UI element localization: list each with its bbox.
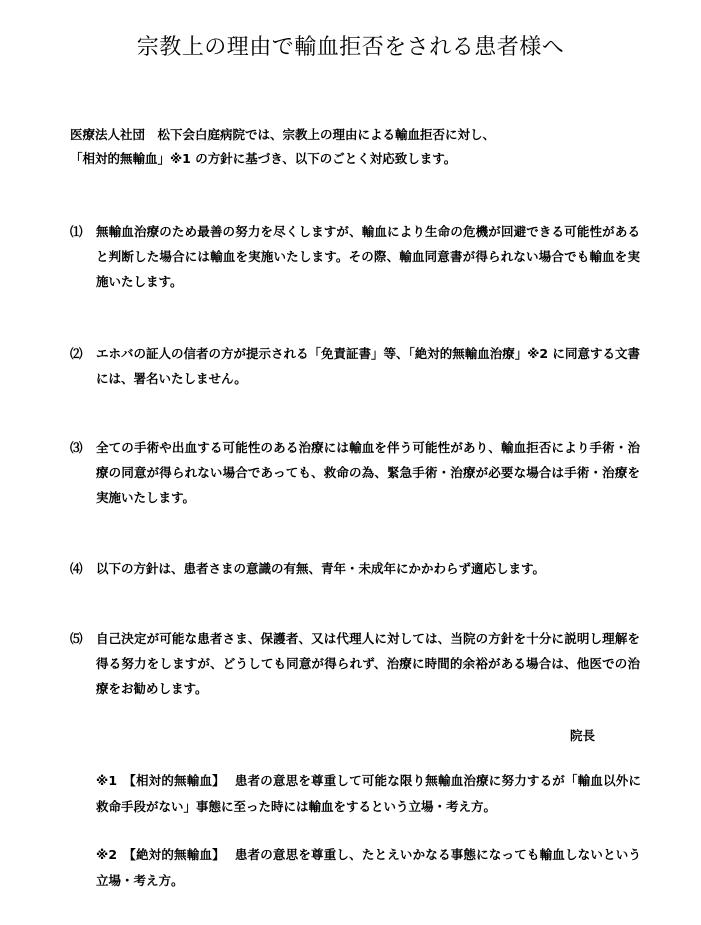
policy-item-number: ⑴ [70,224,83,239]
policy-item-text: 無輸血治療のため最善の努力を尽くしますが、輸血により生命の危機が回避できる可能性があると判断した場合には輸血を実施いたします。その際、輸血同意書が得られない場合でも輸血を実施いたします。 [96,224,640,289]
footnote-text: 患者の意思を尊重し、たとえいかなる事態になっても輸血しないという立場・考え方。 [96,847,641,888]
policy-item-text: エホバの証人の信者の方が提示される「免責証書」等、「絶対的無輸血治療」※2 に同意する文書には、署名いたしません。 [96,346,640,386]
footnote-1 [96,768,641,820]
policy-item-number: ⑸ [70,631,83,646]
policy-item-5 [70,626,640,701]
policy-item-number: ⑶ [70,440,83,455]
policy-item-text: 以下の方針は、患者さまの意識の有無、青年・未成年にかかわらず適応します。 [96,561,546,576]
policy-item-4 [70,556,640,581]
policy-item-2 [70,341,640,391]
policy-item-text: 自己決定が可能な患者さま、保護者、又は代理人に対しては、当院の方針を十分に説明し理解を得る努力をしますが、どうしても同意が得られず、治療に時間的余裕がある場合は、他医での治療をお勧めします。 [96,631,640,696]
page-title: 宗教上の理由で輸血拒否をされる患者様へ [136,35,565,60]
footnote-2 [96,842,641,894]
intro-line-1: 医療法人社団 松下会白庭病院では、宗教上の理由による輸血拒否に対し、 [70,127,496,142]
footnote-text: 患者の意思を尊重して可能な限り無輸血治療に努力するが「輸血以外に救命手段がない」事態に至った時には輸血をするという立場・考え方。 [96,773,641,814]
intro-paragraph [70,123,670,171]
policy-item-3 [70,435,640,510]
policy-item-text: 全ての手術や出血する可能性のある治療には輸血を伴う可能性があり、輸血拒否により手術・治療の同意が得られない場合であっても、救命の為、緊急手術・治療が必要な場合は手術・治療を実施いたします。 [96,440,640,505]
footnote-term: 【絶対的無輸血】 [123,847,225,862]
footnote-mark: ※2 [96,847,118,862]
policy-item-1 [70,219,640,294]
intro-line-2: 「相対的無輸血」※1 の方針に基づき、以下のごとく対応致します。 [70,151,457,166]
footnote-mark: ※1 [96,773,118,788]
footnote-term: 【相対的無輸血】 [123,773,225,788]
policy-item-number: ⑷ [70,561,83,576]
policy-item-number: ⑵ [70,346,83,361]
signature-director: 院長 [570,728,596,743]
